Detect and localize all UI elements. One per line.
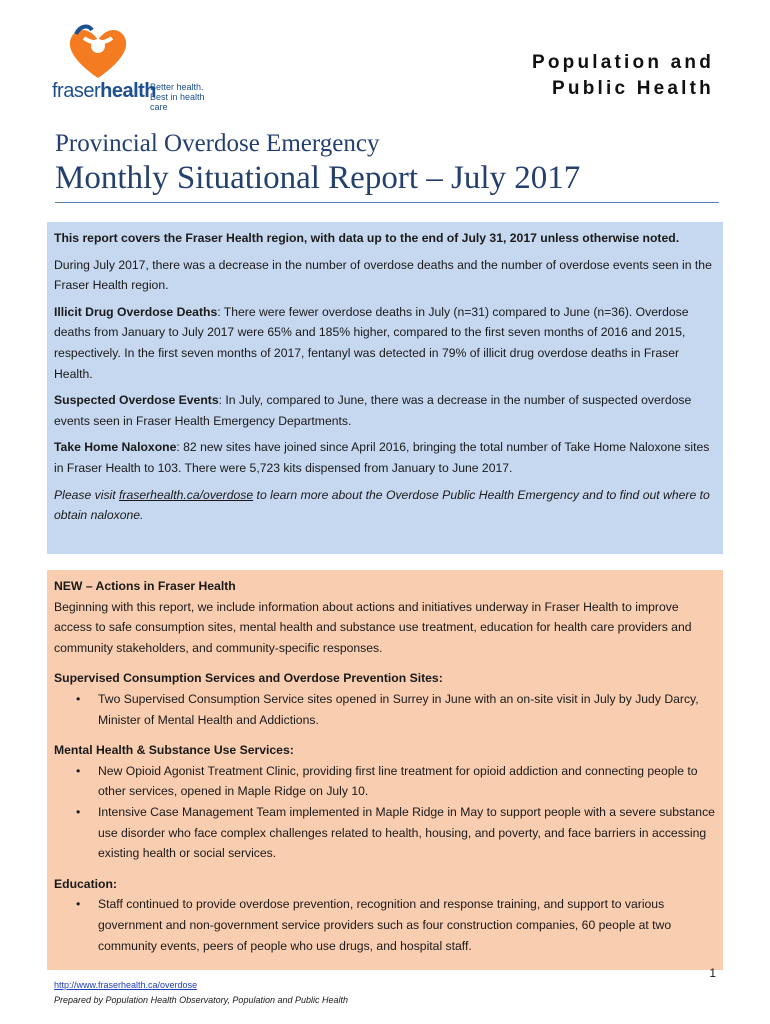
- report-title: Monthly Situational Report – July 2017: [55, 160, 581, 196]
- section-heading: Education:: [54, 876, 117, 891]
- footer-credit: Prepared by Population Health Observatory, Population and Public Health: [54, 995, 349, 1005]
- actions-box: [47, 570, 723, 970]
- page-number: 1: [709, 966, 716, 980]
- actions-intro: Beginning with this report, we include information about actions and initiatives underway in Fraser Health to improve access to safe consumption sites, mental health and substance use treatment, education for health care providers and community stakeholders, and community-specific responses.: [54, 599, 692, 655]
- list-item: • New Opioid Agonist Treatment Clinic, providing first line treatment for opioid addiction and connecting people to other services, opened in Maple Ridge on July 10.: [98, 761, 715, 802]
- section-consumption-sites: [54, 668, 715, 730]
- overdose-info-link[interactable]: fraserhealth.ca/overdose: [119, 487, 254, 502]
- events-paragraph: Suspected Overdose Events: In July, compared to June, there was a decrease in the number of suspected overdose events seen in Fraser Health Emergency Departments.: [54, 393, 692, 428]
- fraser-health-logo: [52, 24, 212, 112]
- summary-intro: This report covers the Fraser Health region, with data up to the end of July 31, 2017 unless otherwise noted.: [54, 231, 680, 245]
- heart-logo-icon: [62, 24, 134, 80]
- visit-paragraph: Please visit fraserhealth.ca/overdose to learn more about the Overdose Public Health Emergency and to find out where to obtain naloxone.: [54, 487, 710, 523]
- naloxone-paragraph: Take Home Naloxone: 82 new sites have joined since April 2016, bringing the total number of Take Home Naloxone sites in Fraser Health to 103. There were 5,723 kits dispensed from January to June 2017.: [54, 440, 710, 475]
- actions-heading: NEW – Actions in Fraser Health: [54, 579, 236, 593]
- naloxone-heading: Take Home Naloxone: [54, 440, 177, 455]
- department-name: Population and Public Health: [531, 52, 714, 99]
- section-mental-health: [54, 740, 715, 864]
- summary-box: [47, 222, 723, 554]
- list-item: • Intensive Case Management Team implemented in Maple Ridge in May to support people with a severe substance use disorder who face complex challenges related to health, housing, and poverty, and face barriers in accessing existing health or social services.: [98, 802, 715, 864]
- section-heading: Supervised Consumption Services and Overdose Prevention Sites:: [54, 671, 443, 686]
- title-divider: [55, 202, 719, 203]
- summary-overview: During July 2017, there was a decrease in the number of overdose deaths and the number of overdose events seen in the Fraser Health region.: [54, 257, 712, 293]
- deaths-paragraph: Illicit Drug Overdose Deaths: There were fewer overdose deaths in July (n=31) compared to June (n=36). Overdose deaths from January to July 2017 were 65% and 185% higher, compared to the first seven months of 2016 and 2015, respectively. In the first seven months of 2017, fentanyl was detected in 79% of illicit drug overdose deaths in Fraser Health.: [54, 304, 689, 381]
- section-education: [54, 874, 715, 956]
- logo-wordmark: fraserhealth: [52, 80, 157, 102]
- footer-link[interactable]: http://www.fraserhealth.ca/overdose: [54, 980, 198, 990]
- list-item: • Staff continued to provide overdose prevention, recognition and response training, and support to various government and non-government service providers such as four construction companies, 60 people at two community events, peers of people who use drugs, and hospital staff.: [98, 894, 715, 956]
- section-heading: Mental Health & Substance Use Services:: [54, 743, 294, 758]
- logo-tagline: Better health. Best in health care: [150, 82, 205, 112]
- deaths-heading: Illicit Drug Overdose Deaths: [54, 304, 218, 319]
- events-heading: Suspected Overdose Events: [54, 393, 219, 408]
- report-subtitle: Provincial Overdose Emergency: [55, 130, 380, 157]
- list-item: • Two Supervised Consumption Service sites opened in Surrey in June with an on-site visit in July by Judy Darcy, Minister of Mental Health and Addictions.: [98, 689, 715, 730]
